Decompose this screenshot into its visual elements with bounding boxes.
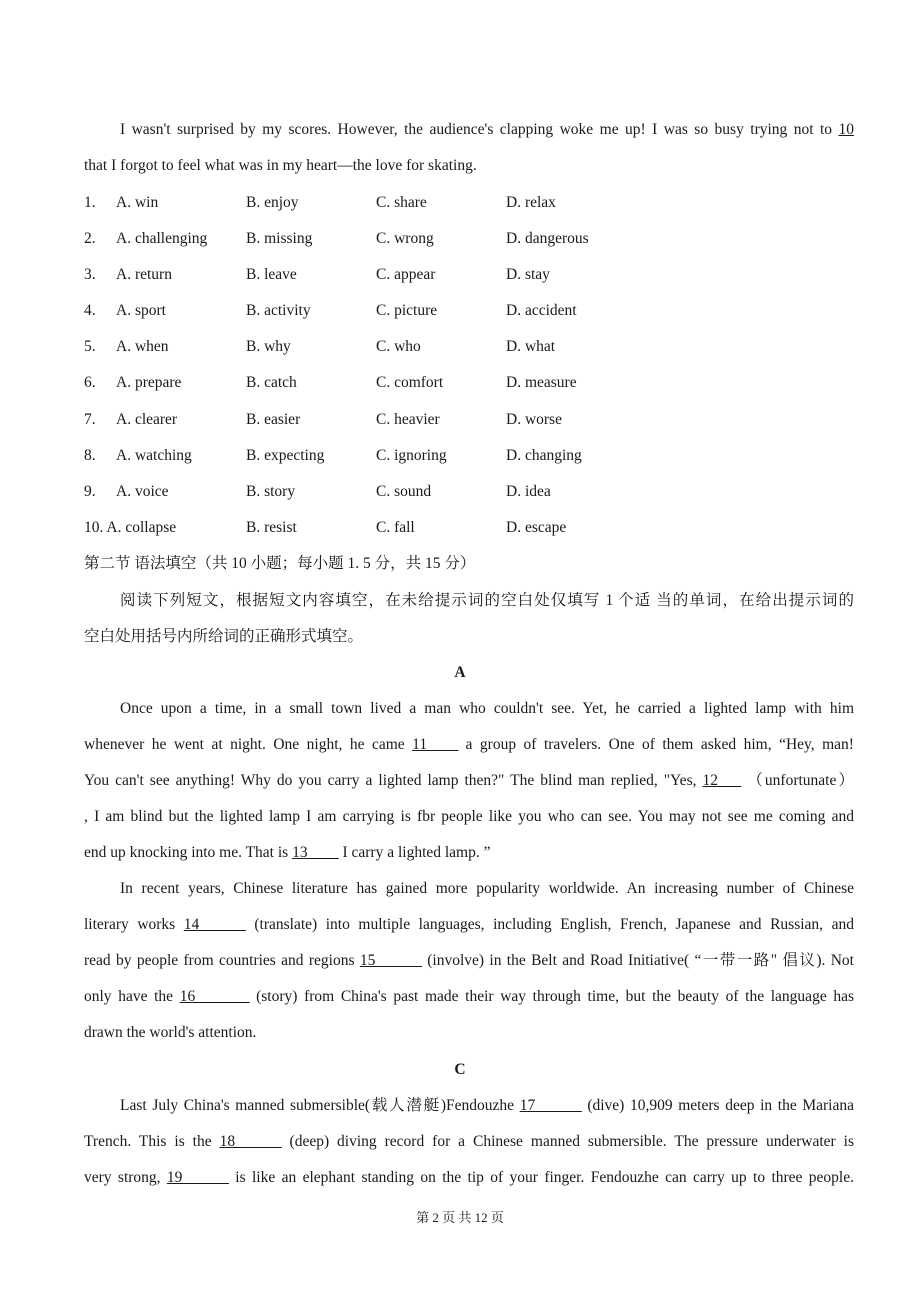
option-a: A. challenging [116, 230, 208, 247]
passage-c-line1: Last July China's manned submersible(载人潜艇)Fendouzhe 17______ (dive) 10,909 meters deep in the Mariana [120, 1097, 854, 1114]
question-number: 7. [84, 411, 96, 428]
option-b: B. easier [246, 411, 301, 428]
blank-12: 12___ [702, 772, 742, 789]
choice-row [84, 265, 884, 285]
choice-row [84, 410, 884, 430]
blank-18: 18______ [219, 1133, 282, 1150]
option-c: C. appear [376, 266, 436, 283]
option-c: C. ignoring [376, 447, 447, 464]
option-c: C. share [376, 194, 427, 211]
passage-a-line2: whenever he went at night. One night, he came 11____ a group of travelers. One of them asked him, “Hey, man! [84, 736, 854, 753]
section-instruction-line1: 阅读下列短文，根据短文内容填空，在未给提示词的空白处仅填写 1 个适 当的单词，在给出提示词的 [120, 592, 854, 609]
question-number: 1. [84, 194, 96, 211]
option-c: C. fall [376, 519, 415, 536]
passage-b-line5: drawn the world's attention. [84, 1024, 257, 1041]
option-d: D. idea [506, 483, 551, 500]
option-d: D. changing [506, 447, 582, 464]
question-number: 10. A. collapse [84, 519, 177, 536]
passage-b-line1: In recent years, Chinese literature has gained more popularity worldwide. An increasing number of Chinese [120, 880, 854, 897]
option-a: A. clearer [116, 411, 178, 428]
section-instruction-line2: 空白处用括号内所给词的正确形式填空。 [84, 628, 364, 645]
choice-row [84, 482, 884, 502]
option-d: D. what [506, 338, 556, 355]
passage-a-line5: end up knocking into me. That is 13____ I carry a lighted lamp. ” [84, 844, 491, 861]
question-number: 8. [84, 447, 96, 464]
choice-row [84, 446, 884, 466]
choice-row [84, 518, 884, 538]
blank-14: 14______ [183, 916, 246, 933]
option-a: A. voice [116, 483, 169, 500]
passage-b-line4: only have the 16_______ (story) from China's past made their way through time, but the beauty of the language has [84, 988, 854, 1005]
passage-c-line3: very strong, 19______ is like an elephant standing on the tip of your finger. Fendouzhe can carry up to three people. [84, 1169, 854, 1186]
option-d: D. measure [506, 374, 577, 391]
option-b: B. story [246, 483, 296, 500]
choice-row [84, 193, 884, 213]
blank-13: 13____ [292, 844, 339, 861]
section-heading: 第二节 语法填空（共 10 小题；每小题 1. 5 分，共 15 分） [84, 555, 476, 572]
passage-a-line1: Once upon a time, in a small town lived a man who couldn't see. Yet, he carried a lighted lamp with him [120, 700, 854, 717]
option-d: D. accident [506, 302, 577, 319]
option-a: A. when [116, 338, 169, 355]
passage-para-end-line2: that I forgot to feel what was in my heart—the love for skating. [84, 157, 477, 174]
question-number: 4. [84, 302, 96, 319]
option-c: C. picture [376, 302, 438, 319]
option-c: C. who [376, 338, 421, 355]
option-d: D. worse [506, 411, 562, 428]
option-b: B. why [246, 338, 291, 355]
option-a: A. win [116, 194, 159, 211]
question-number: 9. [84, 483, 96, 500]
blank-19: 19______ [166, 1169, 229, 1186]
option-c: C. wrong [376, 230, 434, 247]
passage-a-title: A [454, 664, 466, 681]
option-d: D. dangerous [506, 230, 589, 247]
option-c: C. heavier [376, 411, 440, 428]
option-a: A. return [116, 266, 172, 283]
option-d: D. relax [506, 194, 556, 211]
option-b: B. missing [246, 230, 313, 247]
passage-b-line2: literary works 14______ (translate) into multiple languages, including English, French, Japanese and Russian, and [84, 916, 854, 933]
choice-row [84, 229, 884, 249]
option-b: B. resist [246, 519, 297, 536]
blank-11: 11____ [412, 736, 459, 753]
option-b: B. leave [246, 266, 297, 283]
blank-10: 10 [838, 121, 854, 138]
passage-b-line3: read by people from countries and regions 15______ (involve) in the Belt and Road Initiative( “一带一路" 倡议). Not [84, 952, 854, 969]
passage-c-line2: Trench. This is the 18______ (deep) diving record for a Chinese manned submersible. The pressure underwater is [84, 1133, 854, 1150]
question-number: 6. [84, 374, 96, 391]
option-c: C. sound [376, 483, 432, 500]
choice-row [84, 373, 884, 393]
option-a: A. sport [116, 302, 166, 319]
option-d: D. escape [506, 519, 567, 536]
passage-a-line4: , I am blind but the lighted lamp I am carrying is fbr people like you who can see. You may not see me coming and [84, 808, 854, 825]
question-number: 2. [84, 230, 96, 247]
passage-c-title: C [454, 1061, 466, 1078]
passage-para-end-line1: I wasn't surprised by my scores. However, the audience's clapping woke me up! I was so busy trying not to 10 [120, 121, 854, 138]
question-number: 5. [84, 338, 96, 355]
choice-row [84, 301, 884, 321]
question-number: 3. [84, 266, 96, 283]
blank-17: 17______ [519, 1097, 582, 1114]
option-b: B. enjoy [246, 194, 299, 211]
page-footer: 第 2 页 共 12 页 [416, 1210, 504, 1225]
passage-a-line3: You can't see anything! Why do you carry a lighted lamp then?" The blind man replied, "Yes, 12___ （unfortunate） [84, 772, 854, 789]
option-b: B. activity [246, 302, 311, 319]
option-b: B. expecting [246, 447, 325, 464]
option-a: A. watching [116, 447, 192, 464]
option-a: A. prepare [116, 374, 182, 391]
option-b: B. catch [246, 374, 297, 391]
blank-15: 15______ [359, 952, 422, 969]
choice-row [84, 337, 884, 357]
option-d: D. stay [506, 266, 550, 283]
blank-16: 16_______ [179, 988, 250, 1005]
option-c: C. comfort [376, 374, 444, 391]
